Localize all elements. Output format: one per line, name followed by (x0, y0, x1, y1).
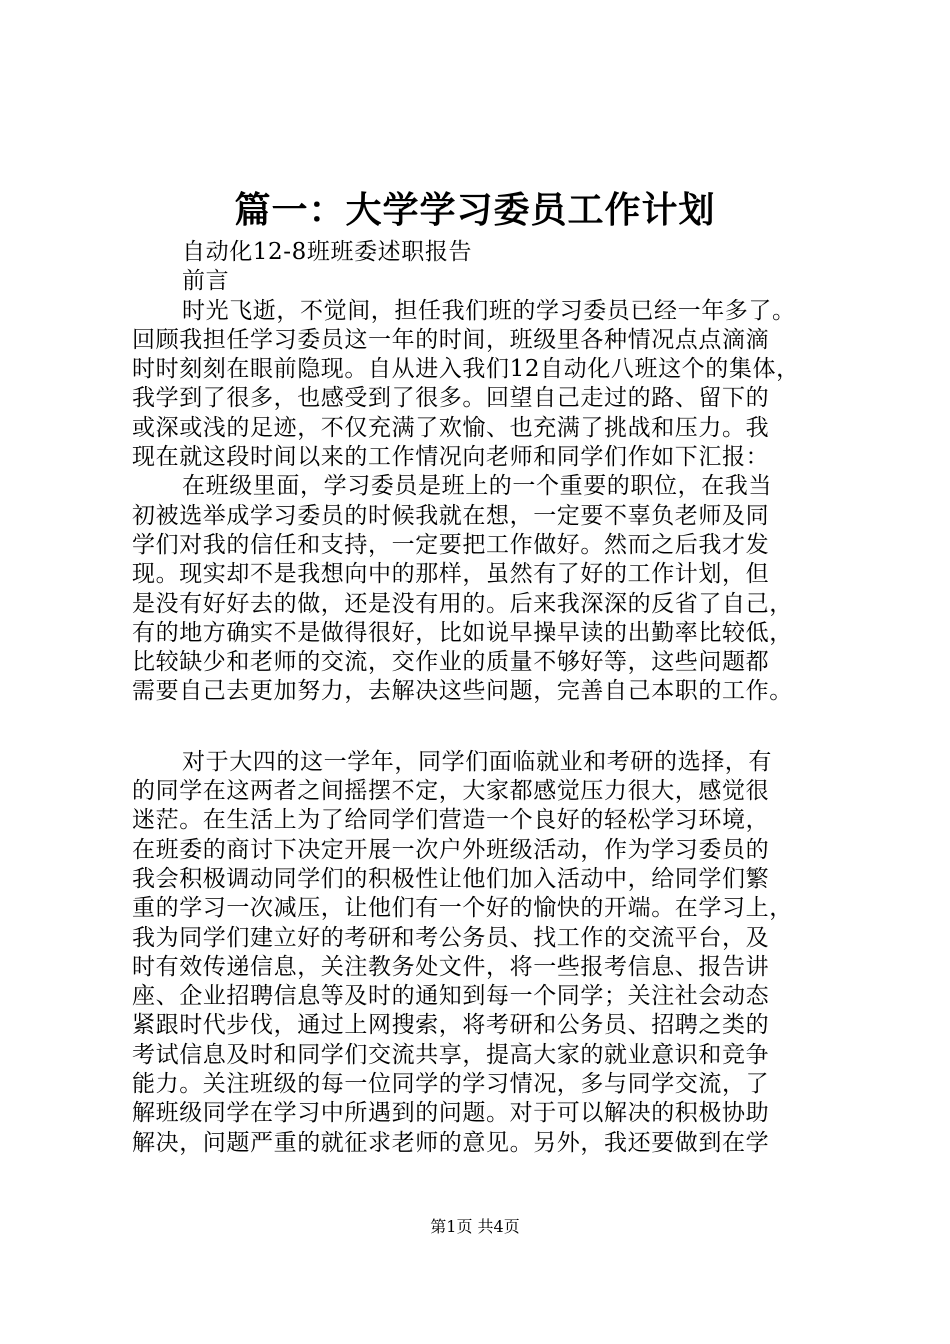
text-line: 初被选举成学习委员的时候我就在想，一定要不辜负老师及同 (132, 502, 770, 529)
text-line: 现在就这段时间以来的工作情况向老师和同学们作如下汇报： (132, 444, 770, 471)
text-line: 解决，问题严重的就征求老师的意见。另外，我还要做到在学 (132, 1129, 770, 1156)
text-line: 时光飞逝，不觉间，担任我们班的学习委员已经一年多了。 (182, 297, 796, 324)
text-line: 在班委的商讨下决定开展一次户外班级活动，作为学习委员的 (132, 836, 770, 863)
text-line: 我学到了很多，也感受到了很多。回望自己走过的路、留下的 (132, 385, 770, 412)
text-line: 或深或浅的足迹，不仅充满了欢愉、也充满了挑战和压力。我 (132, 414, 770, 441)
text-line: 重的学习一次减压，让他们有一个好的愉快的开端。在学习上， (132, 895, 793, 922)
text-line: 是没有好好去的做，还是没有用的。后来我深深的反省了自己， (132, 590, 793, 617)
text-line: 学们对我的信任和支持，一定要把工作做好。然而之后我才发 (132, 531, 770, 558)
subtitle-line: 自动化12-8班班委述职报告 (182, 239, 473, 265)
text-line: 紧跟时代步伐，通过上网搜索，将考研和公务员、招聘之类的 (132, 1012, 770, 1039)
text-line: 我会积极调动同学们的积极性让他们加入活动中，给同学们繁 (132, 865, 770, 892)
text-line: 解班级同学在学习中所遇到的问题。对于可以解决的积极协助 (132, 1100, 770, 1127)
text-line: 能力。关注班级的每一位同学的学习情况，多与同学交流，了 (132, 1071, 770, 1098)
section-heading: 前言 (182, 268, 230, 295)
text-line: 对于大四的这一学年，同学们面临就业和考研的选择，有 (182, 748, 772, 775)
document-body (132, 238, 852, 1158)
text-line: 现。现实却不是我想向中的那样，虽然有了好的工作计划，但 (132, 561, 770, 588)
text-line: 座、企业招聘信息等及时的通知到每一个同学；关注社会动态 (132, 983, 770, 1010)
text-line: 需要自己去更加努力，去解决这些问题，完善自己本职的工作。 (132, 678, 793, 705)
text-line: 迷茫。在生活上为了给同学们营造一个良好的轻松学习环境， (132, 807, 770, 834)
page-title: 篇一：大学学习委员工作计划 (234, 189, 716, 231)
text-line: 有的地方确实不是做得很好，比如说早操早读的出勤率比较低， (132, 619, 793, 646)
paragraph-gap (132, 707, 852, 748)
text-line: 回顾我担任学习委员这一年的时间，班级里各种情况点点滴滴 (132, 326, 770, 353)
text-line: 考试信息及时和同学们交流共享，提高大家的就业意识和竞争 (132, 1041, 770, 1068)
text-line: 我为同学们建立好的考研和考公务员、找工作的交流平台，及 (132, 924, 770, 951)
text-line: 时时刻刻在眼前隐现。自从进入我们12自动化八班这个的集体， (132, 356, 800, 383)
page-number-footer: 第1页 共4页 (430, 1217, 520, 1236)
text-line: 比较缺少和老师的交流，交作业的质量不够好等，这些问题都 (132, 649, 770, 676)
text-line: 在班级里面，学习委员是班上的一个重要的职位，在我当 (182, 473, 772, 500)
text-line: 时有效传递信息，关注教务处文件，将一些报考信息、报告讲 (132, 953, 770, 980)
text-line: 的同学在这两者之间摇摆不定，大家都感觉压力很大，感觉很 (132, 778, 770, 805)
